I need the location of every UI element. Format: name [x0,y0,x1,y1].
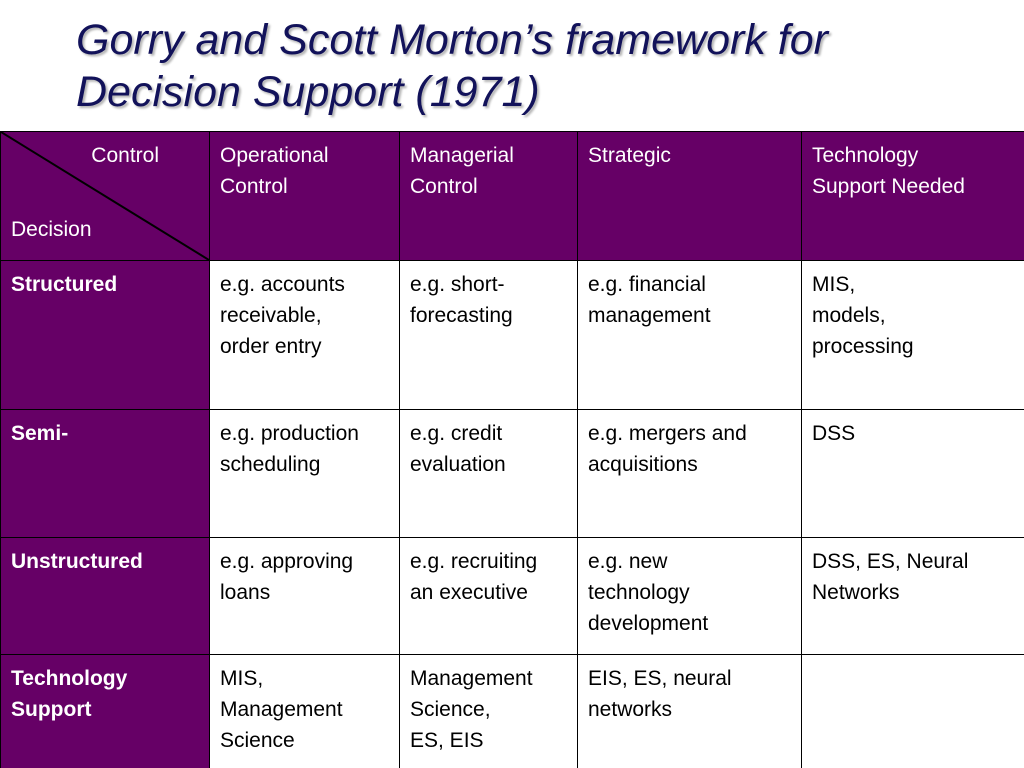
table-row-technology-support [1,655,1024,768]
cell-text-line: DSS [812,422,856,445]
cell-text-line: e.g. credit [410,422,503,445]
row-header-semi: Semi- [1,410,210,538]
header-text-line: Support Needed [812,175,965,198]
row-header-structured: Structured [1,261,210,410]
cell-text-line: scheduling [220,453,321,476]
table-cell [578,410,802,538]
table-cell [400,538,578,655]
cell-text-line: e.g. financial [588,273,706,296]
cell-text-line: loans [220,581,271,604]
table-cell [578,538,802,655]
cell-text-line: MIS, [220,667,264,690]
header-text-line: Technology [812,144,919,167]
column-header-technology-support [802,132,1024,261]
corner-header-cell [1,132,210,261]
cell-text-line: management [588,304,711,327]
cell-text-line: DSS, ES, Neural [812,550,969,573]
title-line-2: Decision Support (1971) [76,68,540,116]
column-header-operational [210,132,400,261]
cell-text-line: ES, EIS [410,729,484,752]
cell-text-line: Science [220,729,295,752]
empty-cell [802,655,1024,768]
table-cell [578,655,802,768]
cell-text-line: e.g. short- [410,273,505,296]
table-cell [210,410,400,538]
cell-text-line: forecasting [410,304,513,327]
table-cell [210,261,400,410]
header-row [1,132,1024,261]
cell-text-line: processing [812,335,914,358]
table-cell [802,261,1024,410]
table-cell [210,655,400,768]
cell-text-line: receivable, [220,304,322,327]
row-header-line: Support [11,698,92,721]
cell-text-line: Management [410,667,533,690]
cell-text-line: e.g. production [220,422,359,445]
cell-text-line: e.g. accounts [220,273,345,296]
title-line-1: Gorry and Scott Morton’s framework for [76,16,828,64]
cell-text-line: evaluation [410,453,506,476]
cell-text-line: Networks [812,581,900,604]
cell-text-line: MIS, [812,273,856,296]
cell-text-line: an executive [410,581,528,604]
slide-title [76,14,1006,118]
header-text-line: Operational [220,144,329,167]
cell-text-line: e.g. recruiting [410,550,538,573]
cell-text-line: EIS, ES, neural [588,667,732,690]
cell-text-line: acquisitions [588,453,698,476]
table-cell [802,538,1024,655]
cell-text-line: technology [588,581,690,604]
framework-table [0,131,1024,768]
header-text-line: Control [410,175,478,198]
row-header-technology-support [1,655,210,768]
cell-text-line: order entry [220,335,322,358]
cell-text-line: e.g. approving [220,550,354,573]
cell-text-line: development [588,612,709,635]
row-header-unstructured: Unstructured [1,538,210,655]
corner-control-label: Control [91,144,159,167]
table-cell [400,655,578,768]
row-header-line: Technology [11,667,128,690]
header-text-line: Control [220,175,288,198]
column-header-strategic [578,132,802,261]
cell-text-line: e.g. new [588,550,668,573]
cell-text-line: models, [812,304,886,327]
table-row-unstructured [1,538,1024,655]
column-header-managerial [400,132,578,261]
table-cell [400,261,578,410]
cell-text-line: Management [220,698,343,721]
header-text-line: Managerial [410,144,514,167]
table-row-semi [1,410,1024,538]
table-cell [578,261,802,410]
cell-text-line: networks [588,698,673,721]
table-row-structured [1,261,1024,410]
table-cell [210,538,400,655]
table-cell [802,410,1024,538]
corner-decision-label: Decision [11,218,92,241]
cell-text-line: Science, [410,698,491,721]
table-cell [400,410,578,538]
header-text-line: Strategic [588,144,671,167]
cell-text-line: e.g. mergers and [588,422,747,445]
